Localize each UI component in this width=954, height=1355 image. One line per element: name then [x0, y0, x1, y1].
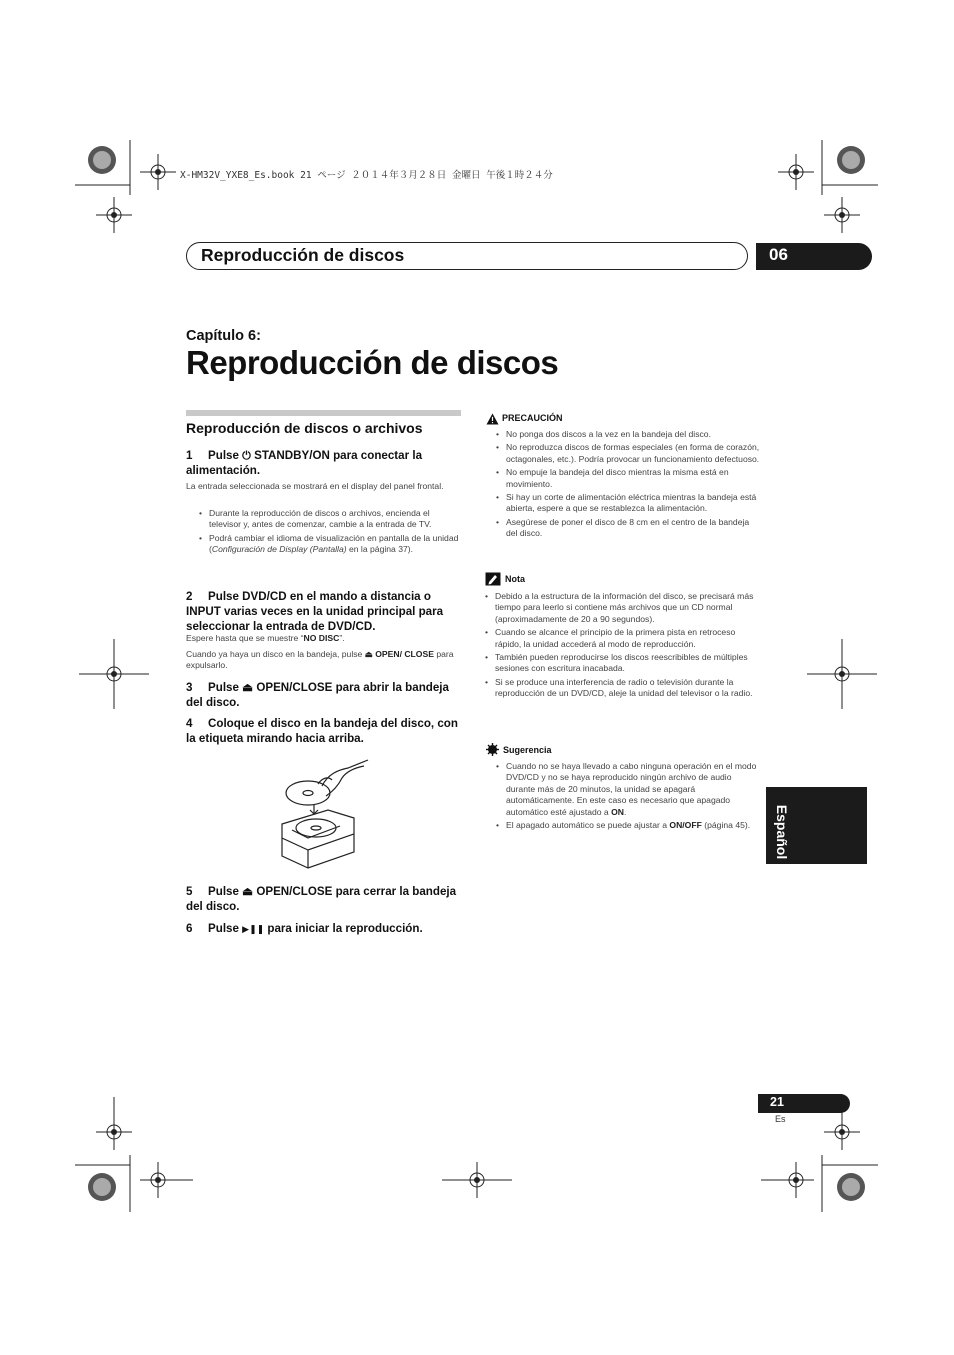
step-1-body: La entrada seleccionada se mostrará en el display del panel frontal.: [186, 481, 444, 491]
step-number: 5: [186, 885, 193, 898]
step-5: 5 Pulse ⏏ OPEN/CLOSE para cerrar la bandeja del disco.: [186, 885, 457, 913]
disc-tray-illustration: [278, 756, 370, 881]
chapter-title: Reproducción de discos: [186, 344, 559, 381]
caution-list: [494, 429, 760, 542]
list-item: • Si se produce una interferencia de radio o televisión durante la reproducción de un DVD/CD, aleje la unidad del televisor o la radio.: [483, 677, 759, 700]
step-2-body: Espere hasta que se muestre “NO DISC”.: [186, 633, 345, 643]
list-item: • También pueden reproducirse los discos reescribibles de múltiples sesiones con escritura inacabada.: [483, 652, 759, 675]
list-item: • No empuje la bandeja del disco mientras la misma está en movimiento.: [494, 467, 760, 490]
step-4: 4 Coloque el disco en la bandeja del disco, con la etiqueta mirando hacia arriba.: [186, 717, 458, 745]
list-item: • No reproduzca discos de formas especiales (en forma de corazón, octagonales, etc.). Podría provocar un funcionamiento defectuoso.: [494, 442, 760, 465]
page-language: Es: [775, 1114, 786, 1124]
list-item: • Si hay un corte de alimentación eléctrica mientras la bandeja está abierta, espere a que se restablezca la alimentación.: [494, 492, 760, 515]
tip-list: [494, 761, 760, 833]
list-item: • No ponga dos discos a la vez en la bandeja del disco.: [494, 429, 760, 440]
list-item: • Cuando se alcance el principio de la primera pista en retroceso rápido, la unidad accederá al modo de reproducción.: [483, 627, 759, 650]
step-1-bullets: [197, 508, 463, 558]
step-number: 6: [186, 922, 193, 935]
print-info: X-HM32V_YXE8_Es.book 21 ページ ２０１４年３月２８日 金曜日 午後１時２４分: [180, 170, 553, 181]
section-rule: [186, 410, 461, 416]
chapter-number: 06: [769, 245, 788, 264]
header-title: Reproducción de discos: [201, 245, 405, 265]
power-icon: ⏻: [242, 449, 251, 462]
page-number: 21: [770, 1095, 784, 1109]
tip-icon: [486, 743, 499, 761]
list-item: • Durante la reproducción de discos o archivos, encienda el televisor y, antes de comenzar, cambie a la entrada de TV.: [197, 508, 463, 531]
step-number: 3: [186, 681, 193, 694]
chapter-label: Capítulo 6:: [186, 328, 261, 344]
list-item: • El apagado automático se puede ajustar a ON/OFF (página 45).: [494, 820, 760, 831]
list-item: • Debido a la estructura de la información del disco, se precisará más tiempo para leerlo si contiene más archivos que un CD normal (aproximadamente de 20 a 90 segundos).: [483, 591, 759, 625]
step-number: 1: [186, 449, 193, 462]
step-6: 6 Pulse ▶❚❚ para iniciar la reproducción.: [186, 922, 423, 935]
play-pause-icon: ▶❚❚: [242, 925, 265, 935]
tip-title: Sugerencia: [503, 745, 552, 755]
warning-icon: [486, 412, 499, 430]
step-2: 2 Pulse DVD/CD en el mando a distancia o INPUT varias veces en la unidad principal para seleccionar la entrada de DVD/CD.: [186, 590, 444, 633]
note-icon: [485, 572, 501, 591]
step-number: 4: [186, 717, 193, 730]
list-item: • Cuando no se haya llevado a cabo ninguna operación en el modo DVD/CD y no se haya reproducido ningún archivo de audio durante más de 20 minutos, la unidad se apagará automáticamente. En este caso es necesario que apagado automático esté ajustado a ON.: [494, 761, 760, 818]
caution-title: PRECAUCIÓN: [502, 413, 563, 423]
step-1: 1 Pulse ⏻ STANDBY/ON para conectar la alimentación.: [186, 449, 423, 477]
note-list: [483, 591, 759, 702]
language-tab-label: Español: [774, 804, 790, 860]
step-number: 2: [186, 590, 193, 603]
step-2-body-2: Cuando ya haya un disco en la bandeja, pulse ⏏ OPEN/ CLOSE para expulsarlo.: [186, 649, 454, 671]
list-item: • Asegúrese de poner el disco de 8 cm en el centro de la bandeja del disco.: [494, 517, 760, 540]
step-3: 3 Pulse ⏏ OPEN/CLOSE para abrir la bandeja del disco.: [186, 681, 449, 709]
section-title: Reproducción de discos o archivos: [186, 420, 423, 436]
list-item: • Podrá cambiar el idioma de visualización en pantalla de la unidad (Configuración de Display (Pantalla) en la página 37).: [197, 533, 463, 556]
note-title: Nota: [505, 574, 525, 584]
